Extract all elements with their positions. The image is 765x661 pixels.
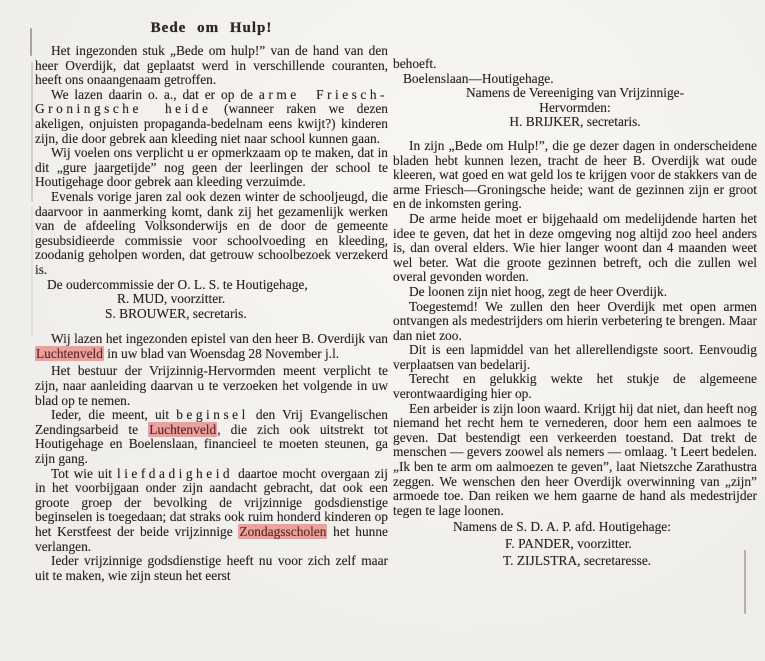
left-column [35,44,388,583]
scan-artifact-line [31,206,33,336]
signature-line: F. PANDER, voorzitter. [505,536,632,551]
paragraph [393,139,757,212]
paragraph [35,146,388,190]
paragraph [35,332,388,361]
paragraph [393,402,757,519]
attribution-line: Namens de Vereeniging van Vrijzinnige- [465,85,685,101]
text-segment: den Vrij Evangelischen Zendingsarbeid te [35,407,389,437]
text-segment: We lazen daarin o. a., dat er op de [51,86,259,102]
text-segment: De loonen zijn niet hoog, zegt de heer Overdijk. [409,283,668,299]
attribution-line: Namens de S. D. A. P. afd. Houtigehage: [453,519,671,535]
paragraph [393,285,757,300]
text-segment: Het ingezonden stuk „Bede om hulp!” van de hand van den heer Overdijk, dat geplaatst werd in verschillende couranten, heeft ons onaangenaam getroffen. [35,43,388,88]
text-segment: Toegestemd! We zullen den heer Overdijk met open armen ontvangen als medestrijders om hierin verbetering te brengen. Maar dan niet zoo. [393,298,757,343]
highlighted-text: Luchtenveld [36,345,103,361]
letterspaced-text: arme Friesch-Groningsche heide [35,86,388,117]
paragraph [35,88,388,146]
text-segment: Tot wie uit [51,465,117,481]
article-title: Bede om Hulp! [150,20,273,36]
letterspaced-text: beginsel [176,407,249,423]
signature-line: S. BROUWER, secretaris. [105,305,247,321]
paragraph [393,372,757,401]
text-segment: (wanneer raken we dezen akeligen, onjuisten propaganda-bedelnam eens kwijt?) kinderen zijn, die door gebrek aan kleeding niet naar school kunnen gaan. [35,101,388,146]
text-segment: Het bestuur der Vrijzinnig-Hervormden meent verplicht te zijn, naar aanleiding daarvan u te verzoeken het volgende in uw blad op te nemen. [35,363,388,408]
place-line: Boelenslaan—Houtigehage. [403,70,554,86]
text-segment: In zijn „Bede om Hulp!”, die ge dezer dagen in onderscheidene bladen hebt kunnen lezen, tracht de heer B. Overdijk wat oude kleeren, wat goed en wat geld los te krijgen voor de stakkers van de arme Friesch—Groningsche heide; want de gezinnen zijn er groot en de inkomsten gering. [393,137,757,212]
text-segment: Een arbeider is zijn loon waard. Krijgt hij dat niet, dan heeft nog niemand het recht hem te vernederen, door hem een aalmoes te geven. Dat bestendigt een verkeerden toestand. Dat trekt de menschen — gevers zoowel als nemers — omlaag. 't Leert bedelen. „Ik ben te arm om aalmoezen te geven”, laat Nietszche Zarathustra zeggen. We wenschen den heer Overdijk overwinning van „zijn” armoede toe. Dan reiken we hem gaarne de hand als medestrijder tegen te lage loonen. [393,400,757,518]
right-column [393,44,757,568]
signature-line: H. BRIJKER, secretaris. [509,114,641,130]
letterspaced-text: liefdadigheid [116,465,234,481]
paragraph [35,190,388,278]
attribution-line: De oudercommissie der O. L. S. te Houtigehage, [47,276,308,292]
text-segment: Wij voelen ons verplicht u er opmerkzaam op te maken, dat in dit „gure jaargetijde” nog geen der leerlingen der school te Houtigehage door gebrek aan kleeding verzuimde. [35,145,388,190]
text-segment: het hunne verlangen. [35,524,389,554]
paragraph [35,467,388,555]
paragraph [35,554,388,583]
paragraph [35,44,388,88]
signature-line: R. MUD, voorzitter. [117,291,226,307]
signature-line: T. ZIJLSTRA, secretaresse. [503,552,652,568]
text-segment: in uw blad van Woensdag 28 November j.l. [103,345,340,361]
text-segment: Terecht en gelukkig wekte het stukje de algemeene verontwaardiging hier op. [393,371,757,402]
continuation-line: behoeft. [393,56,437,71]
scan-artifact-line [31,62,33,202]
scan-artifact-line [30,28,32,56]
paragraph [393,212,757,285]
highlighted-text: Luchtenveld [149,421,217,437]
paragraph [393,343,757,372]
text-segment: Ieder, die meent, uit [51,407,177,423]
text-segment: Wij lazen het ingezonden epistel van den heer B. Overdijk van [51,331,388,347]
text-segment: , die zich ook uitstrekt tot Houtigehage en Boelenslaan, financieel te moeten steunen, ga zijn gang. [35,421,389,467]
text-segment: daartoe mocht overgaan zij in het voorbijgaan onder zijn aandacht gebracht, dat ook een groote groep der bevolking de vrijzinnige godsdienstige beginselen is toegedaan; dat straks ook ruim honderd kinderen op het Kerstfeest der beide vrijzinnige [35,465,388,539]
paragraph [393,300,757,344]
highlighted-text: Zondagsscholen [239,524,327,539]
paragraph [35,364,388,408]
text-segment: De arme heide moet er bijgehaald om medelijdende harten het idee te geven, dat het in deze omgeving nog altijd zoo heel anders is, dan overal elders. Wie hier langer woont dan 4 maanden weet wel beter. Wat die groote gezinnen betreft, och die zullen wel overal gevonden worden. [393,210,757,285]
attribution-line: Hervormden: [539,99,611,115]
text-segment: Evenals vorige jaren zal ook dezen winter de schooljeugd, die daarvoor in aanmerking komt, dank zij het gezamenlijk werken van de afdeeling Volksonderwijs en de door de gemeente gesubsidieerde commissie voor schoolvoeding en kleeding, zoodanig geholpen worden, dat getrouw schoolbezoek verzekerd is. [35,188,388,277]
text-segment: Dit is een lapmiddel van het allerellendigste soort. Eenvoudig verplaatsen van bedelarij. [393,342,757,372]
paragraph [35,408,388,466]
text-segment: Ieder vrijzinnige godsdienstige heeft nu voor zich zelf maar uit te maken, wie zijn steun het eerst [35,553,388,583]
